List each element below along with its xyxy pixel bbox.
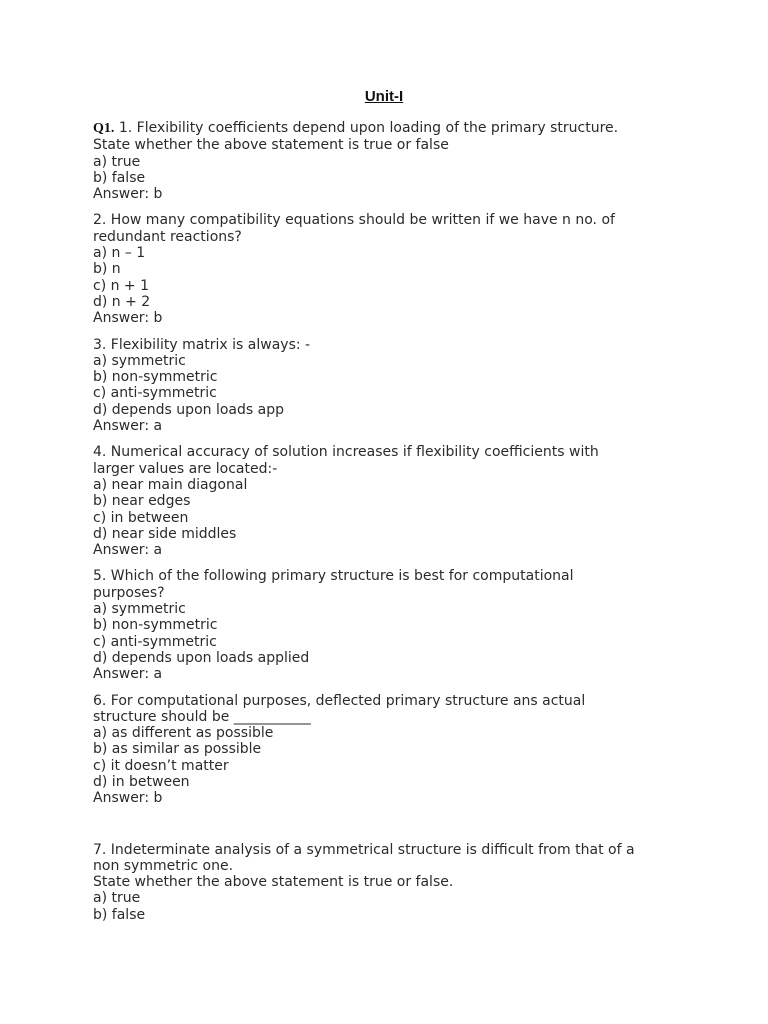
question-7-text-line-2: non symmetric one.: [93, 857, 234, 874]
page-title: Unit-I: [364, 88, 404, 105]
question-block-2: [93, 212, 693, 326]
question-1-option-a: a) true: [93, 153, 141, 170]
question-7-option-b: b) false: [93, 906, 146, 923]
question-2-option-b: b) n: [93, 261, 121, 278]
question-6-option-b: b) as similar as possible: [93, 741, 262, 758]
question-6-text-line-1: 6. For computational purposes, deflected primary structure ans actual: [93, 692, 586, 709]
question-3-option-a: a) symmetric: [93, 352, 186, 369]
question-1-answer: Answer: b: [93, 186, 163, 203]
question-5-text-line-2: purposes?: [93, 584, 165, 601]
question-block-6: [93, 693, 693, 807]
question-6-answer: Answer: b: [93, 790, 163, 807]
question-block-4: [93, 444, 693, 558]
question-7-text-line-1: 7. Indeterminate analysis of a symmetrical structure is difficult from that of a: [93, 841, 635, 858]
question-6-option-a: a) as different as possible: [93, 725, 274, 742]
question-2-text-line-1: 2. How many compatibility equations should be written if we have n no. of: [93, 212, 615, 229]
question-3-option-d: d) depends upon loads app: [93, 401, 284, 418]
question-label: Q1.: [93, 121, 115, 136]
question-2-answer: Answer: b: [93, 310, 163, 327]
question-5-answer: Answer: a: [93, 666, 163, 683]
question-3-option-c: c) anti-symmetric: [93, 385, 217, 402]
question-1-text-line-1: [93, 120, 693, 137]
question-6-text-line-2: structure should be ___________: [93, 708, 311, 725]
question-5-option-b: b) non-symmetric: [93, 617, 218, 634]
question-block-7: [93, 842, 693, 923]
question-3-answer: Answer: a: [93, 418, 163, 435]
question-block-3: [93, 337, 693, 435]
question-4-option-c: c) in between: [93, 509, 189, 526]
question-5-option-c: c) anti-symmetric: [93, 633, 217, 650]
question-1-option-b: b) false: [93, 169, 146, 186]
question-4-option-b: b) near edges: [93, 493, 191, 510]
question-5-text-line-1: 5. Which of the following primary structure is best for computational: [93, 568, 574, 585]
question-2-option-a: a) n – 1: [93, 245, 146, 262]
question-2-option-c: c) n + 1: [93, 277, 150, 294]
question-4-option-a: a) near main diagonal: [93, 476, 248, 493]
question-5-option-d: d) depends upon loads applied: [93, 649, 310, 666]
question-block-1: [93, 120, 693, 202]
question-6-option-d: d) in between: [93, 773, 190, 790]
question-3-text-line-1: 3. Flexibility matrix is always: -: [93, 336, 311, 353]
question-6-option-c: c) it doesn’t matter: [93, 757, 229, 774]
question-7-option-a: a) true: [93, 890, 141, 907]
question-2-option-d: d) n + 2: [93, 293, 151, 310]
question-4-answer: Answer: a: [93, 542, 163, 559]
question-4-text-line-1: 4. Numerical accuracy of solution increases if flexibility coefficients with: [93, 444, 599, 461]
question-7-text-line-3: State whether the above statement is true or false.: [93, 874, 454, 891]
question-2-text-line-2: redundant reactions?: [93, 228, 242, 245]
question-list: [93, 120, 693, 933]
question-1-text: 1. Flexibility coefficients depend upon loading of the primary structure.: [118, 120, 619, 136]
question-1-text-line-2: State whether the above statement is true or false: [93, 137, 449, 154]
question-4-text-line-2: larger values are located:-: [93, 460, 278, 477]
question-3-option-b: b) non-symmetric: [93, 369, 218, 386]
question-4-option-d: d) near side middles: [93, 525, 237, 542]
question-5-option-a: a) symmetric: [93, 601, 186, 618]
question-block-5: [93, 568, 693, 682]
